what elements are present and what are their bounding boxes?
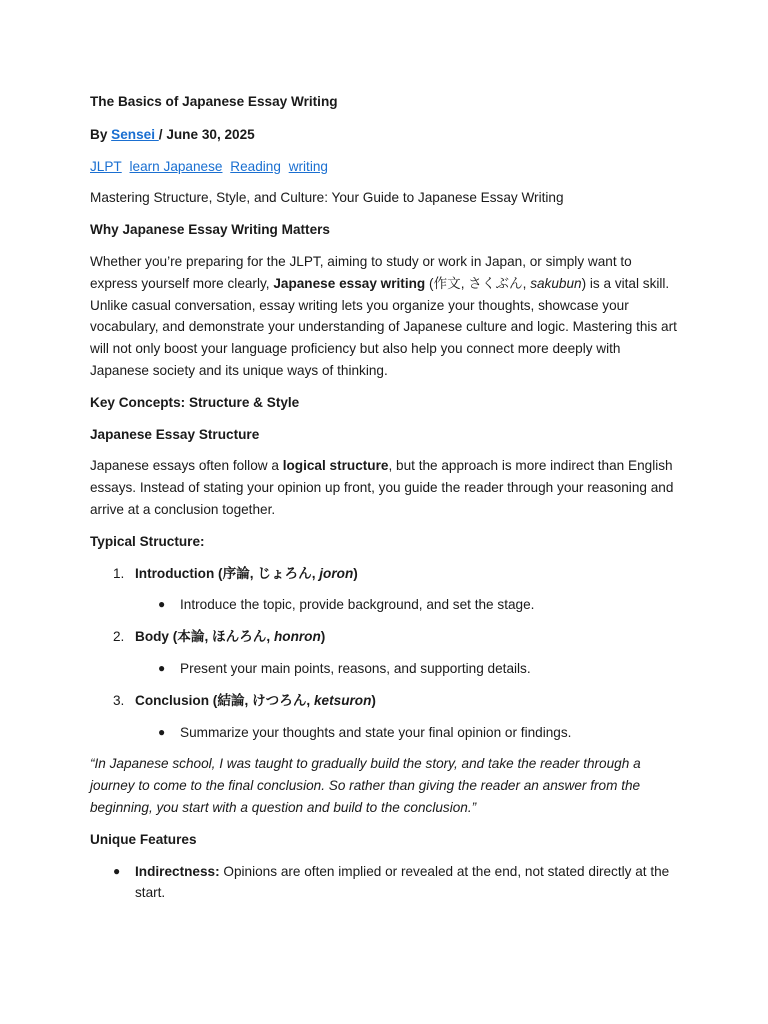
page-title: The Basics of Japanese Essay Writing — [90, 94, 338, 109]
bullet-icon: ● — [158, 597, 166, 612]
paragraph-why: Whether you’re preparing for the JLPT, aiming to study or work in Japan, or simply want to express yourself more clearly, Japanese essay writing (作文, さくぶん, sakubun) is a vital skill. Unlike casual conversation, essay writing lets you organize your thoughts, showcase your vocabulary, and demonstrate your understanding of Japanese culture and logic. Mastering this art will not only boost your language proficiency but also help you connect more deeply with Japanese society and its unique ways of thinking. — [90, 253, 677, 378]
bullet-icon: ● — [113, 863, 121, 878]
tag-link-learn-japanese[interactable]: learn Japanese — [129, 158, 223, 174]
author-link[interactable]: Sensei — [111, 126, 159, 142]
romaji-term: sakubun — [530, 275, 582, 291]
bullet-icon: ● — [158, 724, 166, 739]
byline-prefix: By — [90, 126, 112, 142]
list-item: ● Introduce the topic, provide background, and set the stage. — [90, 594, 680, 616]
paragraph-structure: Japanese essays often follow a logical structure, but the approach is more indirect than English essays. Instead of stating your opinion up front, you guide the reader through your reasoning and arrive at a conclusion together. — [90, 458, 674, 517]
list-item: ● Summarize your thoughts and state your final opinion or findings. — [90, 722, 680, 744]
subheading-unique: Unique Features — [90, 831, 197, 847]
tag-list — [90, 156, 680, 178]
list-item: 2. Body (本論, ほんろん, honron) — [90, 626, 680, 648]
list-number: 1. — [113, 565, 125, 581]
bullet-icon: ● — [158, 660, 166, 675]
list-item: ● Present your main points, reasons, and supporting details. — [90, 658, 680, 680]
structure-list — [90, 563, 680, 744]
list-item: 1. Introduction (序論, じょろん, joron) — [90, 563, 680, 585]
tag-link-reading[interactable]: Reading — [230, 158, 281, 174]
subheading-typical: Typical Structure: — [90, 533, 205, 549]
article-subtitle: Mastering Structure, Style, and Culture: Your Guide to Japanese Essay Writing — [90, 190, 564, 206]
section-heading-why: Why Japanese Essay Writing Matters — [90, 222, 330, 238]
block-quote: “In Japanese school, I was taught to gradually build the story, and take the reader through a journey to come to the final conclusion. So rather than giving the reader an answer from the beginning, you start with a question and build to the conclusion.” — [90, 756, 641, 815]
list-item: ● Indirectness: Opinions are often implied or revealed at the end, not stated directly at the start. — [90, 861, 680, 905]
bold-term: logical structure — [282, 458, 389, 474]
post-date: / June 30, 2025 — [158, 126, 255, 142]
article-body — [90, 91, 680, 914]
list-number: 2. — [113, 629, 125, 645]
tag-link-jlpt[interactable]: JLPT — [90, 158, 122, 174]
tag-link-writing[interactable]: writing — [288, 158, 328, 174]
list-item: 3. Conclusion (結論, けつろん, ketsuron) — [90, 690, 680, 712]
byline — [90, 124, 680, 146]
bold-term: Japanese essay writing — [273, 275, 426, 291]
section-heading-concepts: Key Concepts: Structure & Style — [90, 394, 300, 410]
list-number: 3. — [113, 692, 125, 708]
subheading-structure: Japanese Essay Structure — [90, 426, 260, 442]
